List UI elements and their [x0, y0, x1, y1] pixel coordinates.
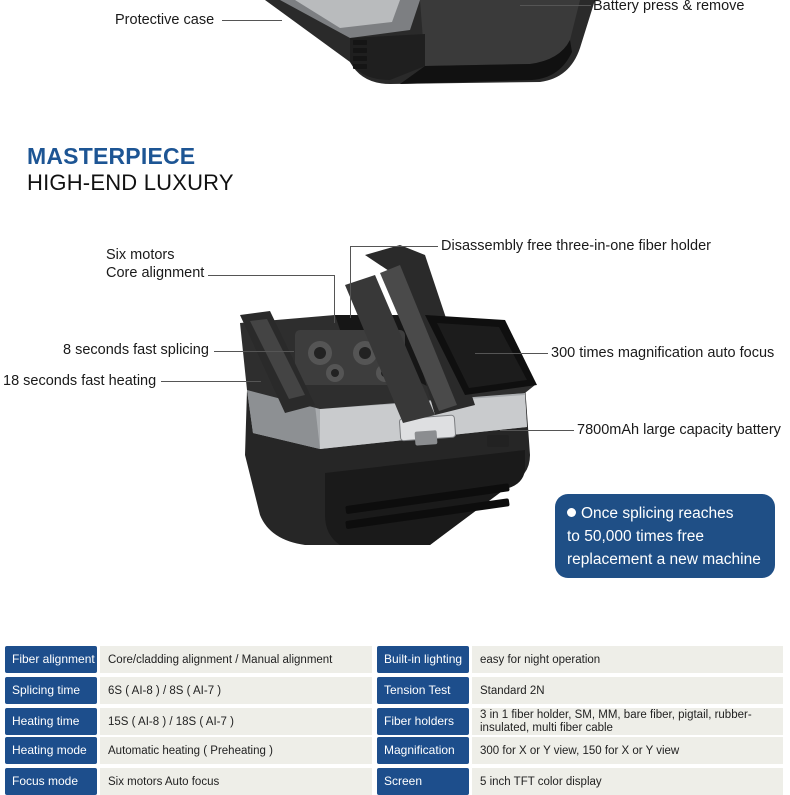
leader-line	[350, 246, 438, 247]
spec-value: Core/cladding alignment / Manual alignment	[100, 646, 372, 673]
spec-value: Six motors Auto focus	[100, 768, 372, 795]
leader-line	[161, 381, 261, 382]
spec-key: Splicing time	[5, 677, 97, 704]
leader-line	[208, 275, 334, 276]
leader-line	[500, 430, 574, 431]
callout-core-alignment: Core alignment	[106, 265, 205, 281]
leader-line	[475, 353, 548, 354]
spec-key: Tension Test	[377, 677, 469, 704]
callout-fiber-holder: Disassembly free three-in-one fiber holder	[441, 238, 711, 254]
spec-key: Fiber alignment	[5, 646, 97, 673]
spec-value: Automatic heating ( Preheating )	[100, 737, 372, 764]
bullet-icon	[567, 508, 576, 517]
spec-key: Heating mode	[5, 737, 97, 764]
fusion-splicer-image	[225, 245, 545, 555]
spec-key: Fiber holders	[377, 708, 469, 735]
spec-value: Standard 2N	[472, 677, 783, 704]
spec-value: 6S ( AI-8 ) / 8S ( AI-7 )	[100, 677, 372, 704]
callout-six-motors: Six motors	[106, 247, 175, 263]
callout-battery: 7800mAh large capacity battery	[577, 422, 781, 438]
leader-line	[520, 5, 591, 6]
spec-key: Magnification	[377, 737, 469, 764]
callout-battery-press: Battery press & remove	[593, 0, 745, 14]
spec-value: 15S ( AI-8 ) / 18S ( AI-7 )	[100, 708, 372, 735]
spec-key: Heating time	[5, 708, 97, 735]
fusion-splicer-top-image	[250, 0, 610, 88]
leader-line	[334, 275, 335, 323]
promo-bubble	[555, 494, 775, 578]
callout-fast-heating: 18 seconds fast heating	[3, 373, 157, 389]
leader-line	[222, 20, 282, 21]
spec-value: easy for night operation	[472, 646, 783, 673]
spec-value: 3 in 1 fiber holder, SM, MM, bare fiber, pigtail, rubber-insulated, multi fiber cable	[472, 708, 783, 735]
callout-fast-splicing: 8 seconds fast splicing	[63, 342, 209, 358]
headline-high-end-luxury: HIGH-END LUXURY	[27, 170, 234, 195]
callout-magnification: 300 times magnification auto focus	[551, 345, 775, 361]
leader-line	[350, 246, 351, 318]
spec-value: 300 for X or Y view, 150 for X or Y view	[472, 737, 783, 764]
leader-line	[214, 351, 294, 352]
spec-key: Built-in lighting	[377, 646, 469, 673]
promo-line-2: to 50,000 times free	[567, 528, 704, 545]
promo-line-1: Once splicing reaches	[581, 505, 734, 522]
promo-line-3: replacement a new machine	[567, 551, 761, 568]
spec-key: Focus mode	[5, 768, 97, 795]
spec-value: 5 inch TFT color display	[472, 768, 783, 795]
callout-protective-case: Protective case	[115, 12, 215, 28]
spec-key: Screen	[377, 768, 469, 795]
headline-masterpiece: MASTERPIECE	[27, 143, 196, 169]
